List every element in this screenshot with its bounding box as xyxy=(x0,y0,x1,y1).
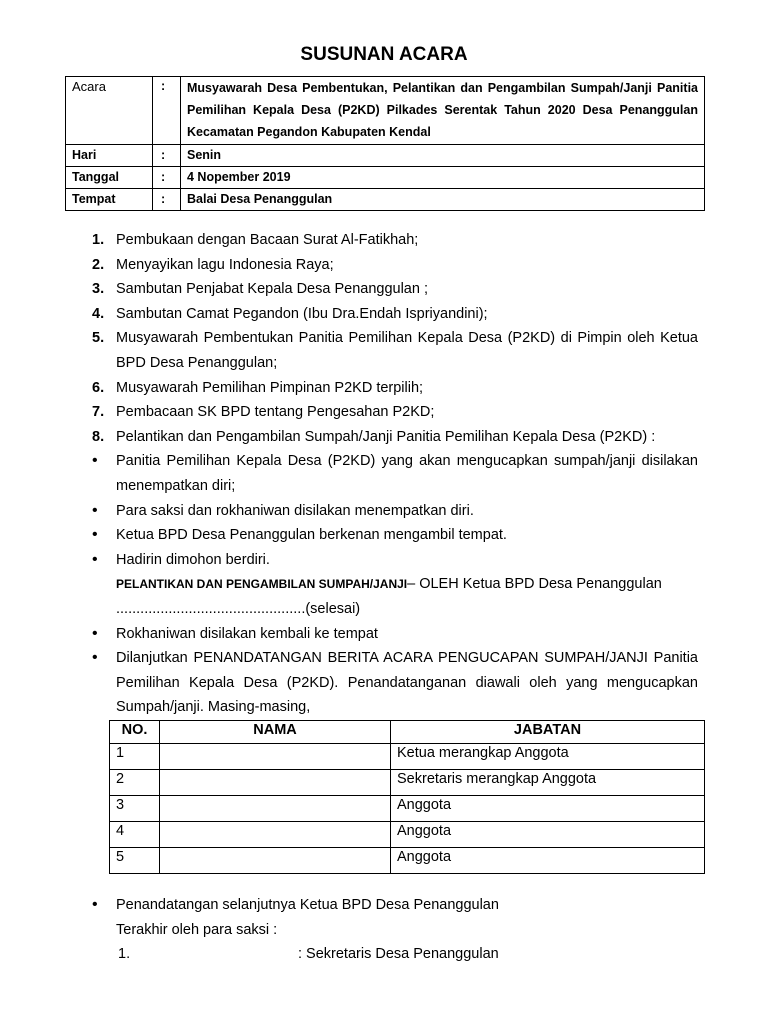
item-text: Pembacaan SK BPD tentang Pengesahan P2KD; xyxy=(116,404,435,421)
witness-intro: Terakhir oleh para saksi : xyxy=(116,921,278,938)
list-item xyxy=(92,253,698,278)
item-text: Dilanjutkan PENANDATANGAN BERITA ACARA PENGUCAPAN SUMPAH/JANJI Panitia Pemilihan Kepala Desa (P2KD). Penandatanganan diawali oleh yang mengucapkan Sumpah/janji. Masing-masing, xyxy=(116,650,698,716)
bullet-icon: • xyxy=(92,896,98,913)
item-text: Pembukaan dengan Bacaan Surat Al-Fatikhah; xyxy=(116,232,419,248)
list-item xyxy=(92,548,698,573)
item-text: Musyawarah Pemilihan Pimpinan P2KD terpilih; xyxy=(116,379,424,396)
item-text: Rokhaniwan disilakan kembali ke tempat xyxy=(116,625,378,642)
table-row xyxy=(110,796,705,822)
item-text: Sambutan Penjabat Kepala Desa Penanggulan ; xyxy=(116,281,428,298)
list-item xyxy=(92,228,698,253)
table-cell xyxy=(160,822,391,848)
item-text: Menyayikan lagu Indonesia Raya; xyxy=(116,256,334,273)
list-item xyxy=(92,622,698,647)
table-row xyxy=(110,744,705,770)
info-row-tanggal xyxy=(66,167,705,189)
table-row xyxy=(110,822,705,848)
witness-number: 1. xyxy=(118,946,131,963)
bullet-icon: • xyxy=(92,526,98,544)
bullet-icon: • xyxy=(92,452,98,470)
table-cell xyxy=(160,848,391,874)
event-info-table xyxy=(65,76,705,211)
table-cell xyxy=(160,796,391,822)
list-item xyxy=(92,277,698,302)
list-item xyxy=(92,400,698,425)
column-header: JABATAN xyxy=(391,721,705,744)
oath-caps-text: PELANTIKAN DAN PENGAMBILAN SUMPAH/JANJI xyxy=(116,577,408,592)
item-number: 6. xyxy=(92,379,105,396)
table-cell: 4 xyxy=(110,822,160,848)
oath-line-2: ...............................................(selesai) xyxy=(116,600,361,617)
info-value: 4 Nopember 2019 xyxy=(181,167,705,189)
list-item xyxy=(92,302,698,327)
item-number: 3. xyxy=(92,281,105,298)
item-text: Ketua BPD Desa Penanggulan berkenan mengambil tempat. xyxy=(116,527,507,544)
info-colon: : xyxy=(153,77,181,145)
item-number: 5. xyxy=(92,330,105,347)
signature-table xyxy=(109,720,705,874)
table-cell: Sekretaris merangkap Anggota xyxy=(391,770,705,796)
item-number: 2. xyxy=(92,256,105,273)
table-row xyxy=(110,770,705,796)
info-label: Acara xyxy=(66,77,153,145)
table-cell xyxy=(160,770,391,796)
bullet-icon: • xyxy=(92,624,98,642)
item-number: 7. xyxy=(92,404,105,421)
info-colon: : xyxy=(153,189,181,211)
oath-line xyxy=(92,572,698,597)
table-cell: Ketua merangkap Anggota xyxy=(391,744,705,770)
witness-row xyxy=(92,942,698,967)
table-row xyxy=(110,848,705,874)
table-cell: Anggota xyxy=(391,848,705,874)
item-text: Para saksi dan rokhaniwan disilakan menempatkan diri. xyxy=(116,502,474,519)
list-item xyxy=(92,425,698,450)
item-number: 4. xyxy=(92,305,105,322)
item-text: Hadirin dimohon berdiri. xyxy=(116,551,270,568)
table-cell: 1 xyxy=(110,744,160,770)
info-value: Balai Desa Penanggulan xyxy=(181,189,705,211)
witness-role: : Sekretaris Desa Penanggulan xyxy=(298,946,499,963)
table-cell xyxy=(160,744,391,770)
table-cell: Anggota xyxy=(391,822,705,848)
info-row-hari xyxy=(66,145,705,167)
table-header-row xyxy=(110,721,705,744)
info-value: Musyawarah Desa Pembentukan, Pelantikan dan Pengambilan Sumpah/Janji Panitia Pemilihan Kepala Desa (P2KD) Pilkades Serentak Tahun 2020 Desa Penanggulan Kecamatan Pegandon Kabupaten Kendal xyxy=(181,77,705,145)
item-text: Panitia Pemilihan Kepala Desa (P2KD) yang akan mengucapkan sumpah/janji disilakan menempatkan diri; xyxy=(116,453,698,494)
bullet-icon: • xyxy=(92,649,98,667)
info-row-tempat xyxy=(66,189,705,211)
column-header: NAMA xyxy=(160,721,391,744)
info-label: Tanggal xyxy=(66,167,153,189)
oath-rest-text: – OLEH Ketua BPD Desa Penanggulan xyxy=(407,576,662,593)
page-title: SUSUNAN ACARA xyxy=(300,44,468,65)
list-item xyxy=(92,646,698,720)
item-text: Sambutan Camat Pegandon (Ibu Dra.Endah Ispriyandini); xyxy=(116,305,488,322)
info-label: Tempat xyxy=(66,189,153,211)
item-text: Pelantikan dan Pengambilan Sumpah/Janji Panitia Pemilihan Kepala Desa (P2KD) : xyxy=(116,428,656,445)
list-item xyxy=(92,499,698,524)
agenda-list xyxy=(92,228,698,720)
item-number: 1. xyxy=(92,232,105,248)
list-item xyxy=(92,449,698,498)
info-label: Hari xyxy=(66,145,153,167)
bullet-icon: • xyxy=(92,501,98,519)
info-row-acara xyxy=(66,77,705,145)
item-number: 8. xyxy=(92,428,105,445)
list-item xyxy=(92,893,698,918)
column-header: NO. xyxy=(110,721,160,744)
list-item xyxy=(92,376,698,401)
item-text: Penandatangan selanjutnya Ketua BPD Desa Penanggulan xyxy=(116,897,499,913)
closing-section xyxy=(92,893,698,967)
table-cell: 5 xyxy=(110,848,160,874)
table-cell: 3 xyxy=(110,796,160,822)
info-colon: : xyxy=(153,145,181,167)
list-item xyxy=(92,523,698,548)
table-cell: Anggota xyxy=(391,796,705,822)
list-item xyxy=(92,326,698,375)
item-text: Musyawarah Pembentukan Panitia Pemilihan Kepala Desa (P2KD) di Pimpin oleh Ketua BPD Desa Penanggulan; xyxy=(116,330,698,371)
table-cell: 2 xyxy=(110,770,160,796)
info-value: Senin xyxy=(181,145,705,167)
info-colon: : xyxy=(153,167,181,189)
bullet-icon: • xyxy=(92,550,98,568)
